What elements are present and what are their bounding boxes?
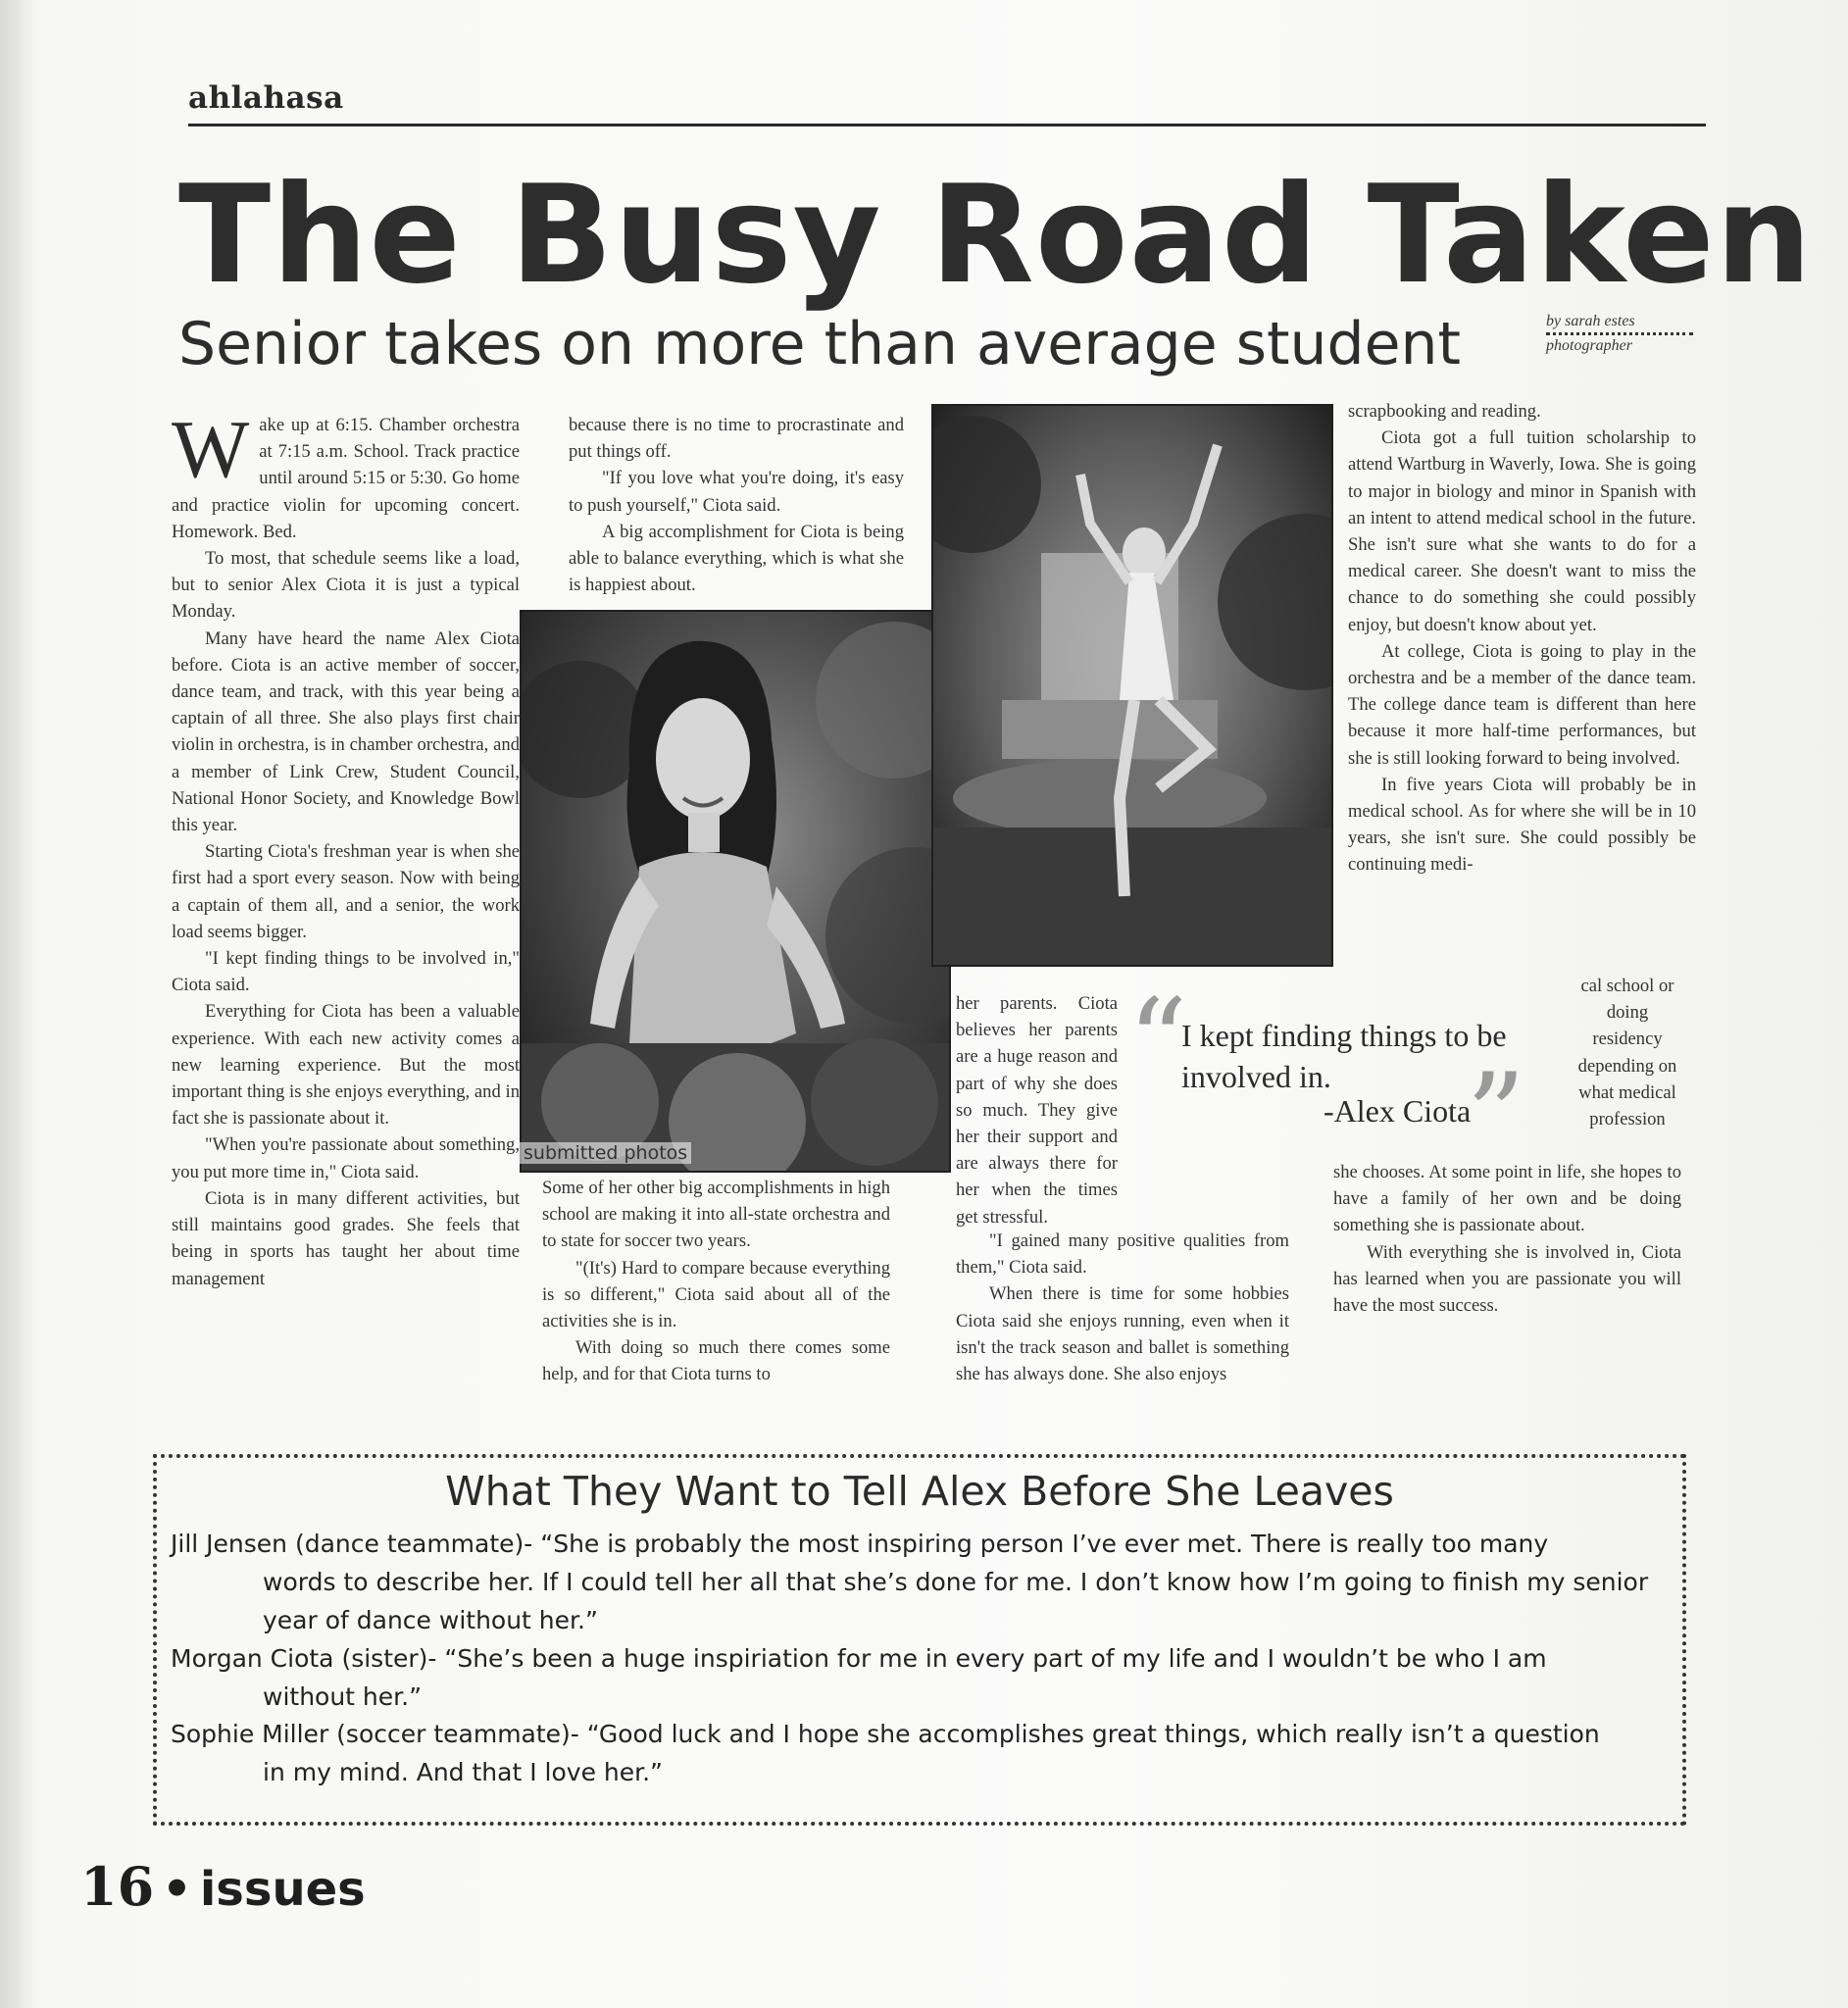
sidebar-quote-line: Jill Jensen (dance teammate)- “She is probably the most inspiring person I’ve ever met. There is really too many [171, 1530, 1549, 1558]
paragraph: Ciota got a full tuition scholarship to attend Wartburg in Waverly, Iowa. She is going to major in biology and minor in Spanish with an intent to attend medical school in the future. She isn't sure what she wants to do for a medical career. She doesn't want to miss the chance to do something she could possibly enjoy, but doesn't know about yet. [1348, 427, 1696, 635]
paragraph: "(It's) Hard to compare because everything is so different," Ciota said about all of the activities she is in. [542, 1257, 890, 1332]
paragraph: because there is no time to procrastinate and put things off. [569, 415, 904, 463]
dancer-photo-image [933, 406, 1331, 965]
article-column-3 [956, 1228, 1289, 1387]
paragraph: Many have heard the name Alex Ciota before. Ciota is an active member of soccer, dance team, and track, with this year being a captain of all three. She also plays first chair violin in orchestra, is in chamber orchestra, and a member of Link Crew, Student Council, National Honor Society, and Knowledge Bowl this year. [172, 628, 520, 836]
paragraph: To most, that schedule seems like a load, but to senior Alex Ciota it is just a typical Monday. [172, 548, 520, 623]
section-label: ahlahasa [188, 80, 344, 116]
folio-bullet: • [162, 1862, 192, 1917]
header-rule [188, 124, 1706, 126]
page-number: 16 [80, 1855, 155, 1918]
paragraph: "If you love what you're doing, it's easy to push yourself," Ciota said. [569, 468, 904, 516]
paragraph: Ciota is in many different activities, but still maintains good grades. She feels that being in sports has taught her about time management [172, 1187, 520, 1289]
paragraph: At college, Ciota is going to play in the orchestra and be a member of the dance team. The college dance team is different than here because it more half-time performances, but she is still looking forward to being involved. [1348, 640, 1696, 769]
photo-credit: submitted photos [520, 1142, 691, 1164]
byline-author: by sarah estes [1546, 313, 1635, 329]
article-column-2-top [569, 412, 904, 598]
paragraph: "When you're passionate about something, you put more time in," Ciota said. [172, 1134, 520, 1182]
drop-cap: W [172, 404, 250, 495]
paragraph: In five years Ciota will probably be in medical school. As for where she will be in 10 years, she isn't sure. She could possibly be continuing medi- [1348, 774, 1696, 876]
page-folio [80, 1855, 366, 1918]
sidebar-quote-continuation: words to describe her. If I could tell her all that she’s done for me. I don’t know how I’m going to finish my senior year of dance without her.” [263, 1568, 1649, 1634]
open-quote-mark-icon: “ [1127, 975, 1188, 1111]
pull-quote-attribution: -Alex Ciota [1324, 1093, 1472, 1129]
pull-quote-text: I kept finding things to be involved in. [1181, 1018, 1507, 1094]
paragraph: her parents. Ciota believes her parents are a huge reason and part of why she does so much. They give her their support and are always there for her when the times get stressful. [956, 993, 1118, 1228]
article-column-1 [172, 404, 520, 1292]
byline-role: photographer [1546, 337, 1632, 354]
lead-paragraph [172, 404, 520, 545]
portrait-photo-image [522, 612, 949, 1171]
subheadline: Senior takes on more than average student [178, 310, 1462, 378]
article-column-4 [1348, 398, 1696, 878]
portrait-photo [520, 610, 951, 1173]
paragraph: A big accomplishment for Ciota is being able to balance everything, which is what she is happiest about. [569, 521, 904, 596]
paragraph: When there is time for some hobbies Ciota said she enjoys running, even when it isn't the track season and ballet is something she has always done. She also enjoys [956, 1283, 1289, 1385]
paragraph: she chooses. At some point in life, she hopes to have a family of her own and be doing something she is passionate about. [1333, 1162, 1681, 1236]
article-column-2-bottom [542, 1175, 890, 1388]
paragraph: Starting Ciota's freshman year is when she first had a sport every season. Now with being a captain of them all, and a senior, the work load seems bigger. [172, 841, 520, 942]
paragraph: "I kept finding things to be involved in," Ciota said. [172, 948, 520, 996]
article-column-3-narrow [956, 990, 1118, 1230]
sidebar-quote [171, 1639, 1661, 1716]
paragraph: cal school or doing residency depending on what medical profession [1577, 976, 1677, 1130]
sidebar-quote [171, 1525, 1661, 1639]
sidebar-title: What They Want to Tell Alex Before She Leaves [445, 1468, 1394, 1515]
paragraph: "I gained many positive qualities from them," Ciota said. [956, 1230, 1289, 1279]
dancer-photo [931, 404, 1333, 967]
paragraph: Everything for Ciota has been a valuable experience. With each new activity comes a new learning experience. But the most important thing is she enjoys everything, and in fact she is passionate about it. [172, 1001, 520, 1130]
sidebar-quote-continuation: in my mind. And that I love her.” [263, 1758, 664, 1786]
article-column-4-narrow [1573, 973, 1681, 1132]
paragraph: Some of her other big accomplishments in high school are making it into all-state orchestra and to state for soccer two years. [542, 1178, 890, 1252]
paragraph: With doing so much there comes some help, and for that Ciota turns to [542, 1337, 890, 1385]
byline-dotted-rule [1546, 332, 1693, 335]
close-quote-mark-icon: ” [1466, 1049, 1526, 1185]
paragraph: With everything she is involved in, Ciota has learned when you are passionate you will have the most success. [1333, 1241, 1681, 1317]
lead-text: ake up at 6:15. Chamber orchestra at 7:15 a.m. School. Track practice until around 5:15 or 5:30. Go home and practice violin for upcoming concert. Homework. Bed. [172, 415, 520, 542]
publication-name: issues [199, 1862, 366, 1917]
sidebar-quote-line: Morgan Ciota (sister)- “She’s been a huge inspiriation for me in every part of my life and I wouldn’t be who I am [171, 1644, 1547, 1673]
byline [1546, 312, 1693, 356]
headline: The Busy Road Taken [178, 156, 1813, 314]
sidebar-quote-continuation: without her.” [263, 1682, 423, 1711]
sidebar-quote-line: Sophie Miller (soccer teammate)- “Good luck and I hope she accomplishes great things, which really isn’t a question [171, 1720, 1600, 1748]
sidebar-quote [171, 1715, 1661, 1791]
quotes-sidebar [153, 1454, 1686, 1826]
paragraph: scrapbooking and reading. [1348, 401, 1541, 422]
